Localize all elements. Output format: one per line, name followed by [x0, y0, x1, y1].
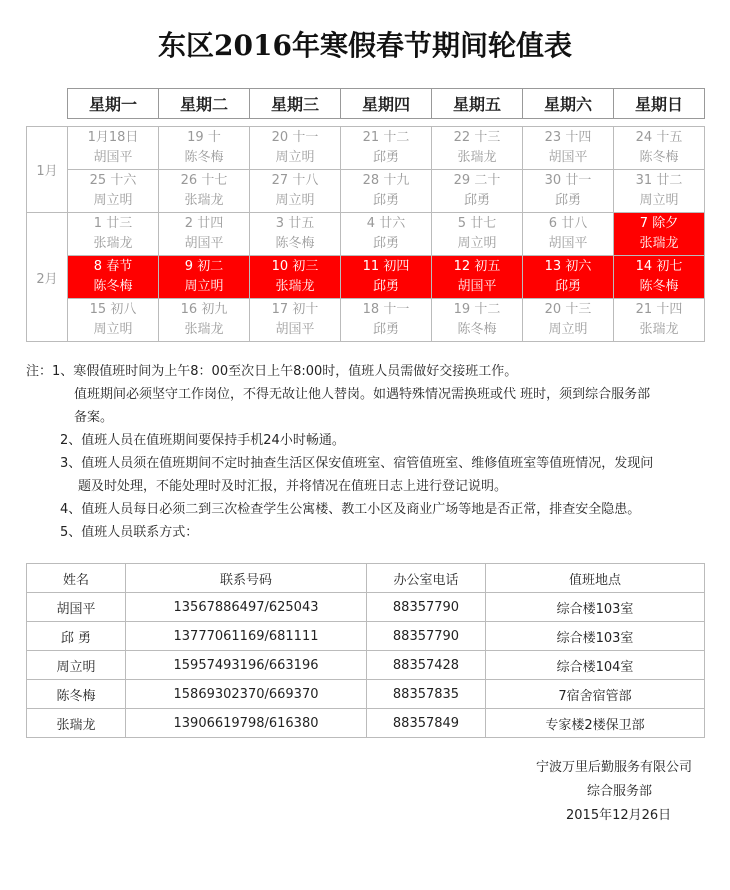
day-cell: [68, 213, 159, 256]
contact-row: [27, 593, 705, 622]
day-cell: [523, 213, 614, 256]
day-date: 20 十三: [544, 302, 592, 317]
weekday-sat: 星期六: [523, 89, 614, 119]
contact-name: 张瑞龙: [27, 709, 126, 738]
day-cell-highlighted: [523, 256, 614, 299]
day-cell: [250, 299, 341, 342]
day-person: 陈冬梅: [275, 236, 315, 251]
day-person: 胡国平: [548, 236, 588, 251]
day-person: 邱勇: [372, 279, 399, 294]
note-5: 5、值班人员联系方式：: [60, 525, 199, 540]
day-cell: [159, 299, 250, 342]
day-cell: [432, 299, 523, 342]
day-cell-highlighted: [614, 213, 705, 256]
day-person: 张瑞龙: [457, 150, 497, 165]
day-person: 陈冬梅: [184, 150, 224, 165]
note-1-continued: 备案。: [74, 410, 114, 425]
page-title: 东区2016年寒假春节期间轮值表: [158, 29, 572, 62]
note-1-continued: 值班期间必须坚守工作岗位，不得无故让他人替岗。如遇特殊情况需换班或代 班时，须到综合服务部: [74, 387, 651, 402]
day-cell: [68, 299, 159, 342]
day-cell: [68, 127, 159, 170]
day-person: 邱勇: [554, 193, 581, 208]
note-2: 2、值班人员在值班期间要保持手机24小时畅通。: [60, 433, 345, 448]
day-date: 11 初四: [362, 259, 410, 274]
day-cell-highlighted: [614, 256, 705, 299]
day-cell-highlighted: [68, 256, 159, 299]
weekday-mon: 星期一: [68, 89, 159, 119]
day-cell: [432, 127, 523, 170]
day-date: 16 初九: [180, 302, 228, 317]
contact-office-phone: 88357428: [367, 651, 486, 680]
day-cell: [250, 127, 341, 170]
duty-calendar: [26, 126, 705, 342]
day-cell: [432, 213, 523, 256]
contact-phone: 15869302370/669370: [126, 680, 367, 709]
header-office-phone: 办公室电话: [367, 564, 486, 593]
day-date: 19 十: [187, 130, 221, 145]
day-date: 17 初十: [271, 302, 319, 317]
day-person: 张瑞龙: [639, 322, 679, 337]
day-person: 陈冬梅: [93, 279, 133, 294]
day-date: 14 初七: [635, 259, 683, 274]
day-cell: [341, 213, 432, 256]
contact-location: 7宿舍宿管部: [486, 680, 705, 709]
day-date: 28 十九: [362, 173, 410, 188]
day-person: 陈冬梅: [457, 322, 497, 337]
contact-phone: 15957493196/663196: [126, 651, 367, 680]
day-person: 胡国平: [457, 279, 497, 294]
weekday-sun: 星期日: [614, 89, 705, 119]
contact-location: 综合楼103室: [486, 593, 705, 622]
footer-company: 宁波万里后勤服务有限公司: [536, 760, 693, 775]
contact-header-row: [27, 564, 705, 593]
contact-name: 周立明: [27, 651, 126, 680]
day-date: 7 除夕: [639, 216, 679, 231]
day-person: 邱勇: [372, 150, 399, 165]
day-person: 陈冬梅: [639, 279, 679, 294]
notes-section: [26, 360, 706, 544]
contact-location: 综合楼103室: [486, 622, 705, 651]
day-cell: [341, 127, 432, 170]
day-date: 18 十一: [362, 302, 410, 317]
calendar-week-row: [27, 213, 705, 256]
day-date: 19 十二: [453, 302, 501, 317]
day-cell: [159, 170, 250, 213]
day-date: 22 十三: [453, 130, 501, 145]
contact-name: 陈冬梅: [27, 680, 126, 709]
contact-phone: 13906619798/616380: [126, 709, 367, 738]
day-date: 21 十二: [362, 130, 410, 145]
day-person: 邱勇: [372, 322, 399, 337]
contact-table: [26, 563, 705, 738]
day-person: 周立明: [184, 279, 224, 294]
contact-office-phone: 88357790: [367, 622, 486, 651]
day-cell: [159, 127, 250, 170]
footer-date: 2015年12月26日: [566, 808, 672, 823]
day-person: 胡国平: [275, 322, 315, 337]
day-person: 邱勇: [554, 279, 581, 294]
day-person: 周立明: [639, 193, 679, 208]
day-cell: [523, 170, 614, 213]
day-date: 30 廿一: [544, 173, 592, 188]
header-phone: 联系号码: [126, 564, 367, 593]
calendar-week-row: [27, 170, 705, 213]
day-person: 周立明: [275, 193, 315, 208]
day-person: 周立明: [457, 236, 497, 251]
day-date: 23 十四: [544, 130, 592, 145]
day-person: 张瑞龙: [93, 236, 133, 251]
day-date: 9 初二: [184, 259, 224, 274]
header-name: 姓名: [27, 564, 126, 593]
day-person: 周立明: [93, 322, 133, 337]
day-cell: [523, 127, 614, 170]
contact-phone: 13777061169/681111: [126, 622, 367, 651]
day-date: 6 廿八: [548, 216, 588, 231]
calendar-week-row: [27, 127, 705, 170]
day-person: 胡国平: [184, 236, 224, 251]
note-3: 3、值班人员须在值班期间不定时抽查生活区保安值班室、宿管值班室、维修值班室等值班情况，发现问: [60, 456, 654, 471]
day-cell: [159, 213, 250, 256]
day-date: 5 廿七: [457, 216, 497, 231]
day-date: 26 十七: [180, 173, 228, 188]
day-date: 10 初三: [271, 259, 319, 274]
day-cell: [614, 170, 705, 213]
day-cell: [341, 299, 432, 342]
day-person: 张瑞龙: [275, 279, 315, 294]
day-date: 4 廿六: [366, 216, 406, 231]
day-date: 27 十八: [271, 173, 319, 188]
day-date: 31 廿二: [635, 173, 683, 188]
day-cell: [614, 127, 705, 170]
day-date: 29 二十: [453, 173, 501, 188]
calendar-week-row: [27, 299, 705, 342]
day-person: 周立明: [93, 193, 133, 208]
day-person: 周立明: [548, 322, 588, 337]
day-person: 张瑞龙: [639, 236, 679, 251]
day-cell: [432, 170, 523, 213]
month-label-feb: 2月: [27, 213, 68, 342]
day-date: 12 初五: [453, 259, 501, 274]
day-person: 邱勇: [372, 236, 399, 251]
note-3-continued: 题及时处理，不能处理时及时汇报，并将情况在值班日志上进行登记说明。: [78, 479, 508, 494]
day-person: 周立明: [275, 150, 315, 165]
day-person: 胡国平: [548, 150, 588, 165]
day-date: 21 十四: [635, 302, 683, 317]
day-date: 25 十六: [89, 173, 137, 188]
day-person: 邱勇: [463, 193, 490, 208]
day-cell: [614, 299, 705, 342]
contact-name: 邱 勇: [27, 622, 126, 651]
contact-row: [27, 709, 705, 738]
day-cell: [68, 170, 159, 213]
note-1: 注：1、寒假值班时间为上午8：00至次日上午8:00时，值班人员需做好交接班工作。: [26, 364, 518, 379]
day-date: 20 十一: [271, 130, 319, 145]
day-date: 3 廿五: [275, 216, 315, 231]
day-date: 24 十五: [635, 130, 683, 145]
day-person: 张瑞龙: [184, 322, 224, 337]
day-date: 2 廿四: [184, 216, 224, 231]
day-date: 1月18日: [87, 130, 139, 145]
contact-location: 综合楼104室: [486, 651, 705, 680]
day-cell-highlighted: [432, 256, 523, 299]
weekday-wed: 星期三: [250, 89, 341, 119]
day-date: 13 初六: [544, 259, 592, 274]
contact-phone: 13567886497/625043: [126, 593, 367, 622]
day-cell-highlighted: [341, 256, 432, 299]
weekday-tue: 星期二: [159, 89, 250, 119]
contact-row: [27, 622, 705, 651]
contact-row: [27, 680, 705, 709]
day-person: 胡国平: [93, 150, 133, 165]
weekday-fri: 星期五: [432, 89, 523, 119]
contact-row: [27, 651, 705, 680]
day-person: 邱勇: [372, 193, 399, 208]
day-date: 1 廿三: [93, 216, 133, 231]
day-cell: [341, 170, 432, 213]
day-person: 陈冬梅: [639, 150, 679, 165]
weekday-header: [67, 88, 705, 119]
contact-office-phone: 88357849: [367, 709, 486, 738]
header-location: 值班地点: [486, 564, 705, 593]
day-cell: [250, 213, 341, 256]
contact-location: 专家楼2楼保卫部: [486, 709, 705, 738]
day-cell-highlighted: [159, 256, 250, 299]
footer-department: 综合服务部: [587, 784, 653, 799]
contact-name: 胡国平: [27, 593, 126, 622]
weekday-thu: 星期四: [341, 89, 432, 119]
day-date: 8 春节: [93, 259, 133, 274]
day-cell: [523, 299, 614, 342]
day-cell-highlighted: [250, 256, 341, 299]
note-4: 4、值班人员每日必须二到三次检查学生公寓楼、教工小区及商业广场等地是否正常，排查安全隐患。: [60, 502, 641, 517]
month-label-jan: 1月: [27, 127, 68, 213]
calendar-week-row: [27, 256, 705, 299]
day-date: 15 初八: [89, 302, 137, 317]
day-person: 张瑞龙: [184, 193, 224, 208]
contact-office-phone: 88357790: [367, 593, 486, 622]
day-cell: [250, 170, 341, 213]
contact-office-phone: 88357835: [367, 680, 486, 709]
